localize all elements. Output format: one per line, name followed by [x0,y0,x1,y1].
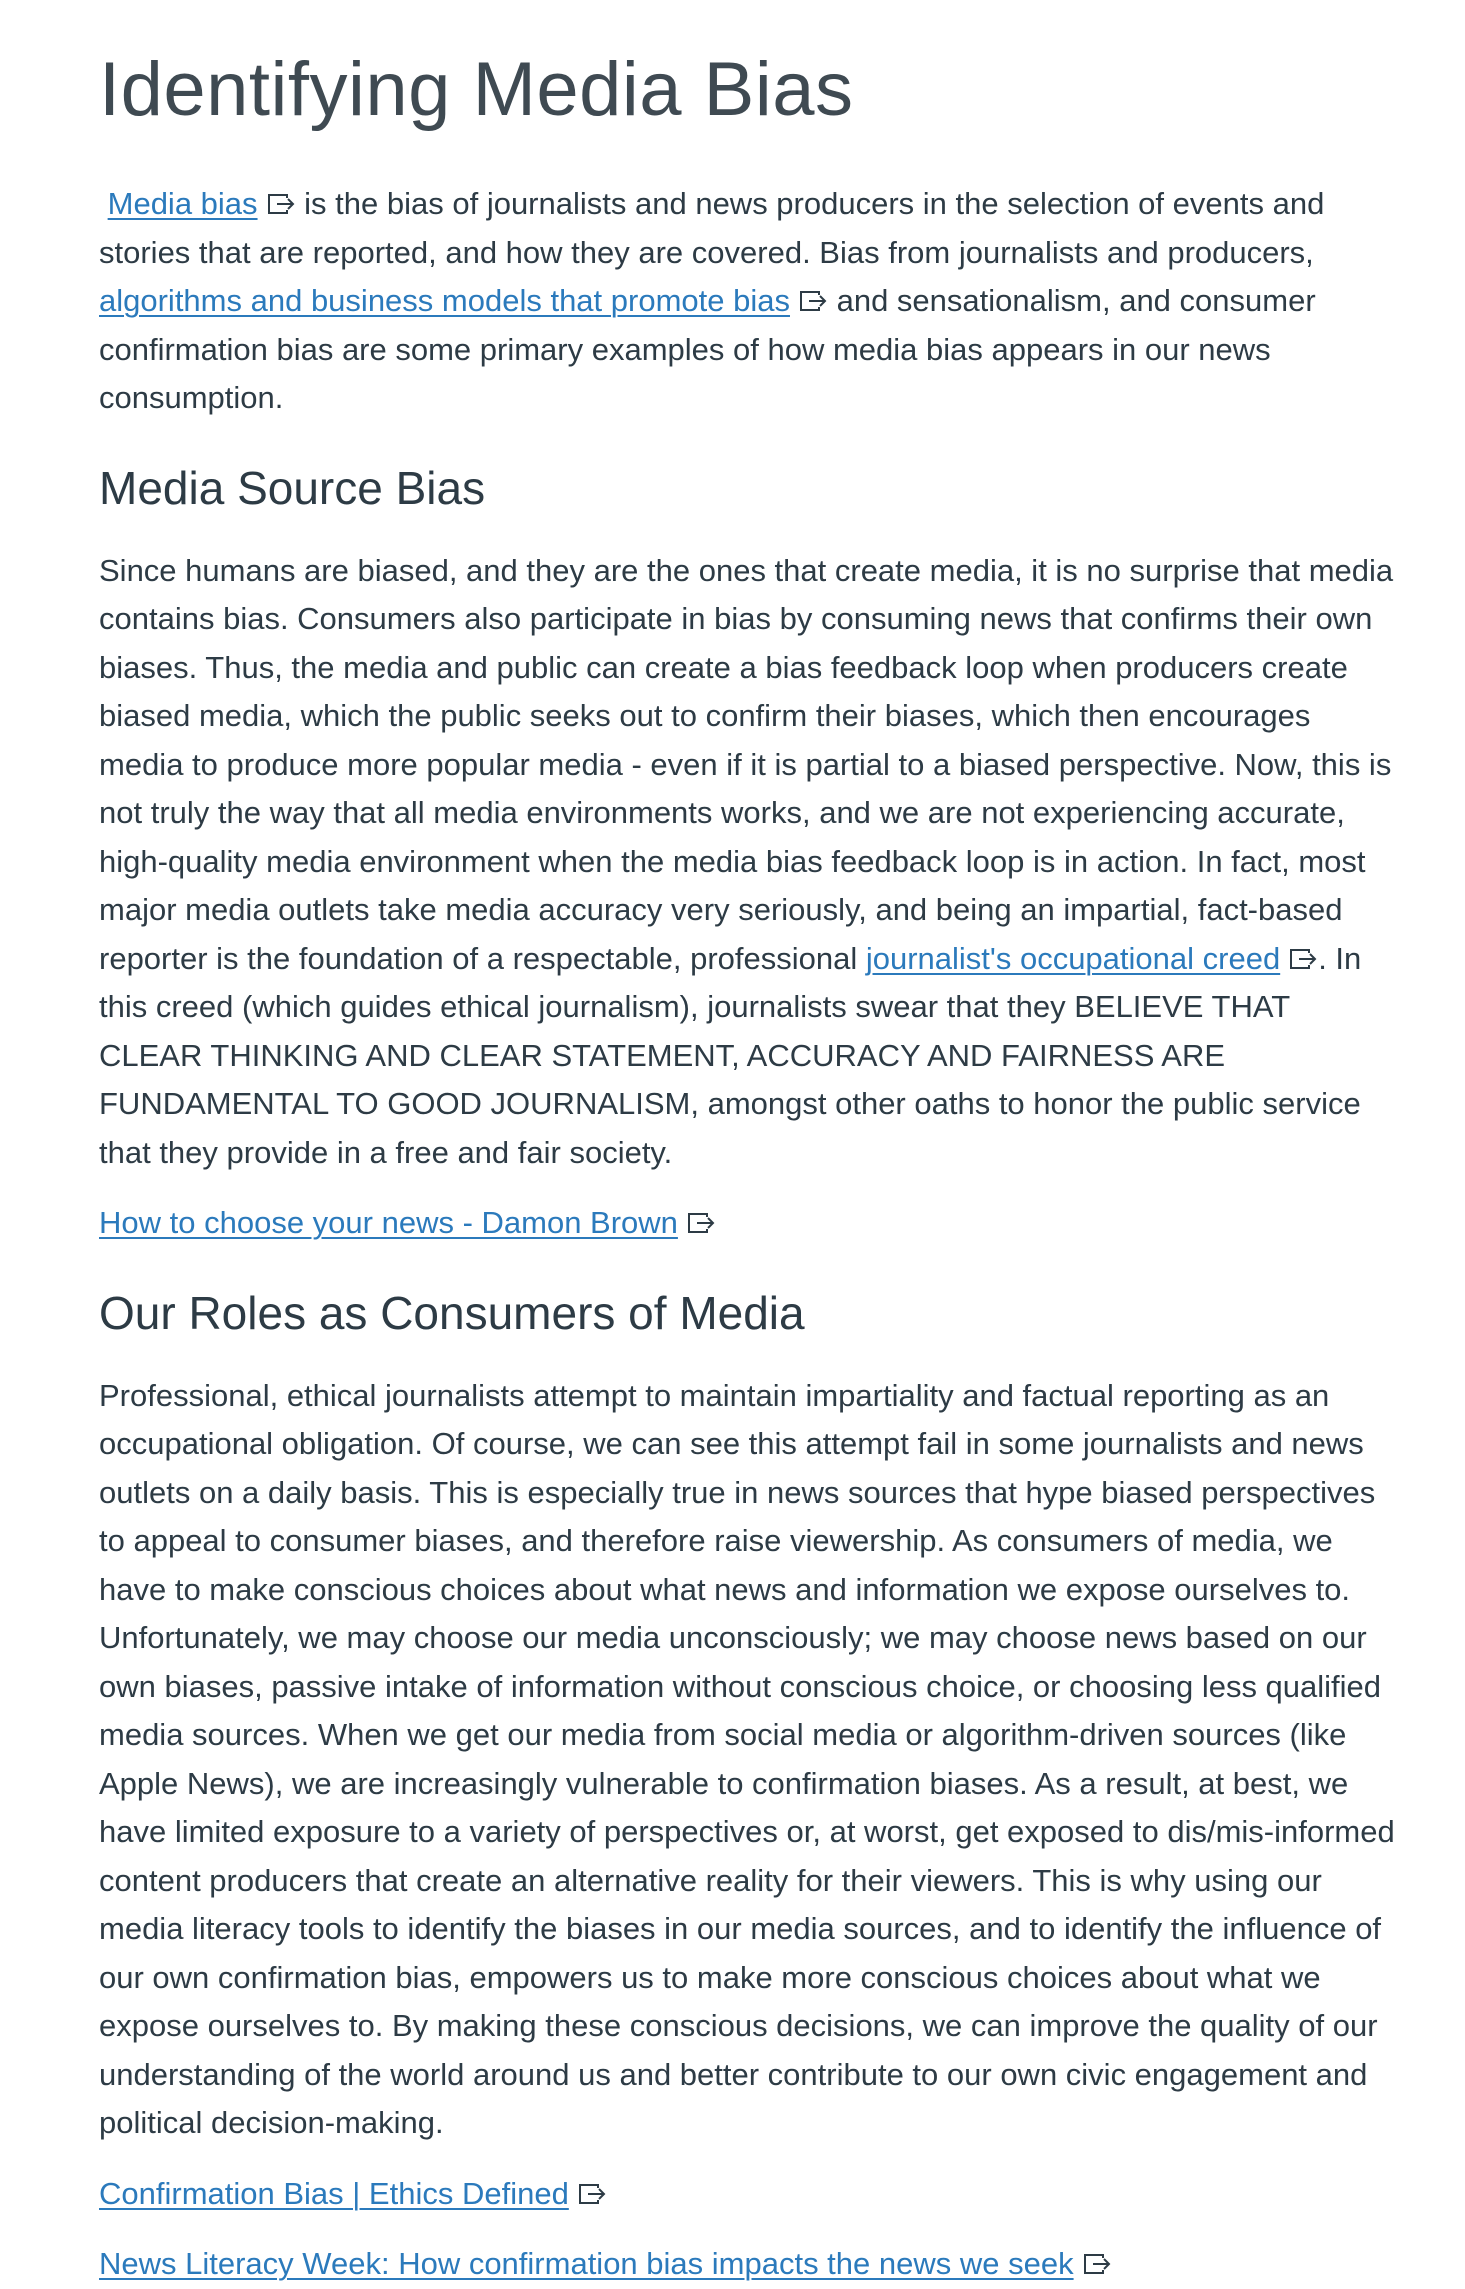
section-heading-consumers-of-media: Our Roles as Consumers of Media [99,1286,805,1339]
news-literacy-week-link[interactable]: News Literacy Week: How confirmation bias impacts the news we seek [99,2246,1074,2281]
news-literacy-link-paragraph [99,2240,1401,2289]
external-link-icon [798,288,828,314]
section1-text-1: Since humans are biased, and they are the ones that create media, it is no surprise that media contains bias. Consumers also participate in bias by consuming news that confirms their own biases. Thus, the media and public can create a bias feedback loop when producers create biased media, which the public seeks out to confirm their biases, which then encourages media to produce more popular media - even if it is partial to a biased perspective. Now, this is not truly the way that all media environments works, and we are not experiencing accurate, high-quality media environment when the media bias feedback loop is in action. In fact, most major media outlets take media accuracy very seriously, and being an impartial, fact-based reporter is the foundation of a respectable, professional [99,552,1394,976]
media-bias-link[interactable]: Media bias [107,186,258,221]
external-link-icon [1288,946,1318,972]
algorithms-link[interactable]: algorithms and business models that promote bias [99,283,790,318]
occupational-creed-link[interactable]: journalist's occupational creed [865,940,1281,976]
video-link-paragraph [99,1199,1401,1248]
section-heading-media-source-bias: Media Source Bias [99,461,486,514]
page-title: Identifying Media Bias [99,47,854,132]
intro-text-1: is the bias of journalists and news producers in the selection of events and stories that are reported, and how they are covered. Bias from journalists and producers, [99,186,1325,270]
external-link-icon [686,1210,716,1236]
confirmation-bias-link-paragraph [99,2170,1401,2219]
section1-text-2: . In this creed (which guides ethical journalism), journalists swear that they BELIEVE THAT CLEAR THINKING AND CLEAR STATEMENT, ACCURACY AND FAIRNESS ARE FUNDAMENTAL TO GOOD JOURNALISM, amongst other oaths to honor the public service that they provide in a free and fair society. [99,940,1362,1170]
choose-your-news-link[interactable]: How to choose your news - Damon Brown [99,1205,678,1240]
confirmation-bias-ethics-link[interactable]: Confirmation Bias | Ethics Defined [99,2175,569,2211]
media-source-bias-paragraph [99,547,1401,1178]
external-link-icon [1082,2251,1112,2277]
external-link-icon [266,191,296,217]
consumers-of-media-paragraph: Professional, ethical journalists attempt to maintain impartiality and factual reporting as an occupational obligation. Of course, we can see this attempt fail in some journalists and news outlets on a daily basis. This is especially true in news sources that hype biased perspectives to appeal to consumer biases, and therefore raise viewership. As consumers of media, we have to make conscious choices about what news and information we expose ourselves to. Unfortunately, we may choose our media unconsciously; we may choose news based on our own biases, passive intake of information without conscious choice, or choosing less qualified media sources. When we get our media from social media or algorithm-driven sources (like Apple News), we are increasingly vulnerable to confirmation biases. As a result, at best, we have limited exposure to a variety of perspectives or, at worst, get exposed to dis/mis-informed content producers that create an alternative reality for their viewers. This is why using our media literacy tools to identify the biases in our media sources, and to identify the influence of our own confirmation bias, empowers us to make more conscious choices about what we expose ourselves to. By making these conscious decisions, we can improve the quality of our understanding of the world around us and better contribute to our own civic engagement and political decision-making. [99,1377,1395,2140]
intro-text-2: and sensationalism, and consumer confirmation bias are some primary examples of how media bias appears in our news consumption. [99,283,1316,415]
intro-paragraph [99,180,1401,423]
external-link-icon [577,2181,607,2207]
